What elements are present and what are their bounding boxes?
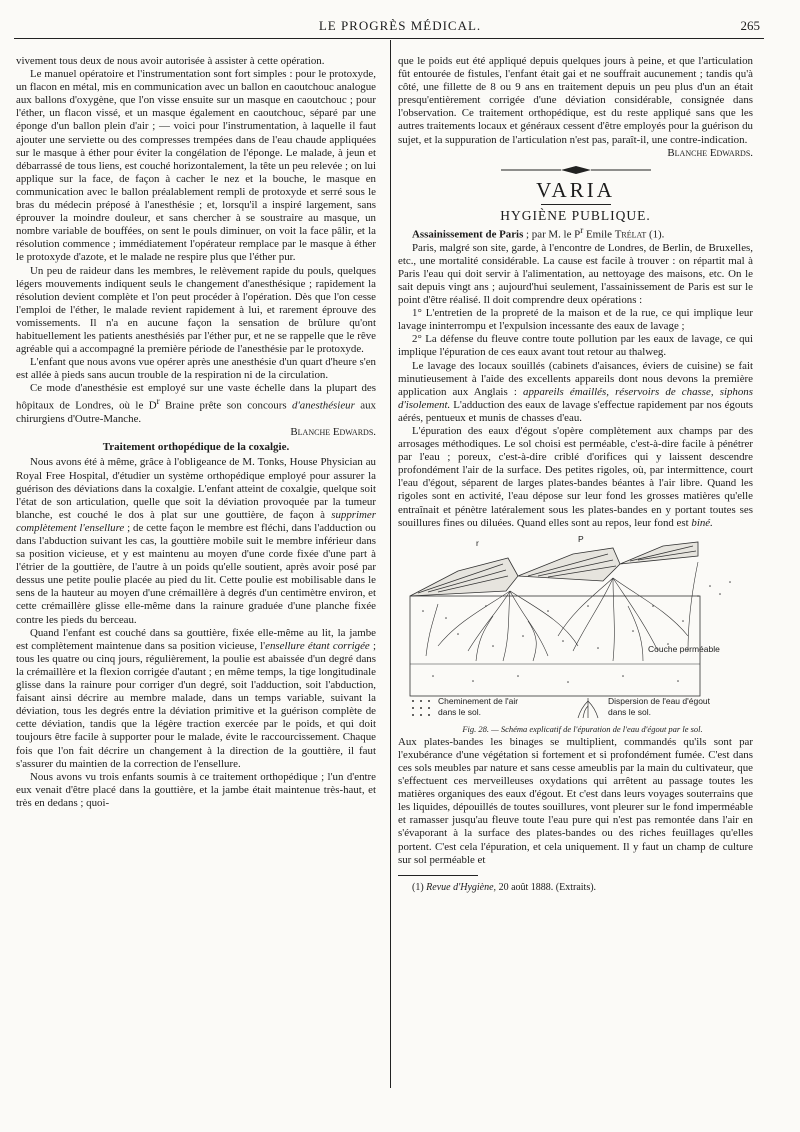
- plate-bande-marker: P: [578, 533, 584, 544]
- superscript: r: [580, 224, 584, 235]
- journal-title: LE PROGRÈS MÉDICAL.: [318, 18, 482, 33]
- paragraph: vivement tous deux de nous avoir autorisée à assister à cette opération.: [16, 55, 325, 67]
- text-run: Ce mode d'anesthésie est employé sur une vaste échelle dans la plupart des hôpitaux de Londres, où le D: [16, 382, 376, 413]
- soil-diagram-drawing: [398, 533, 753, 721]
- soil-diagram: [398, 533, 753, 721]
- italic-text: supprimer complètement l'ensellure: [16, 508, 376, 534]
- legend-line: Dispersion de l'eau d'égout: [608, 695, 711, 706]
- text-run: aux chirurgiens d'Outre-Manche.: [16, 400, 376, 426]
- paragraph: [16, 627, 376, 771]
- footnote-ref: (1).: [646, 228, 665, 241]
- text-run: L'épuration des eaux d'égout s'opère complètement aux champs par des arrosages méthodiques. Le sol choisi est perméable, c'est-à-dire facile à pénétrer par l'eau ; poreux, c'est-à-dire criblé d'orifices qui y laissent descendre profondément l'air de la surface. Des petites rigoles, où, par intermittence, court l'eau d'égout, séparent de larges plates-bandes béantes à l'air libre. Quand les rigoles sont en activité, l'eau dépose sur leur fond les grosses matières qu'elle entraînait et pénètre latéralement sous les plates-bandes en y portant toutes ses souillures fines ou diluées. Quand elles sont au repos, leur fond est: [398, 424, 753, 529]
- column-rule: [390, 40, 391, 1088]
- legend-line: Cheminement de l'air: [438, 695, 519, 706]
- text-run: 20 août 1888. (Extraits).: [496, 881, 597, 893]
- legend-line: dans le sol.: [608, 706, 651, 717]
- signature: Blanche Edwards.: [290, 426, 376, 439]
- legend-line: dans le sol.: [438, 706, 481, 717]
- paragraph: [398, 360, 753, 425]
- footnote: [398, 881, 753, 894]
- footnote-rule: [398, 875, 478, 876]
- italic-text: biné.: [691, 516, 713, 529]
- text-run: L'adduction des eaux de lavage s'effectue rapidement par nos égouts aérés, pentueux et munis de chasses d'eau.: [398, 398, 753, 424]
- signature: Blanche Edwards.: [667, 146, 753, 159]
- soil-layer-label: Couche perméable: [648, 643, 720, 654]
- text-run: (1): [412, 881, 427, 893]
- text-run: ; de cette façon le membre est fléchi, dans l'adduction ou dans l'abduction suivant les cas, la gouttière mobile suit le membre inférieur dans sa position vicieuse, et y est maintenu au moyen d'une corde fixée d'une part à l'étrier de la gouttière, de l'autre à un poids qu'elle soutient, après avoir posé par dessus une petite poulie placée au pied du lit. Cette poulie est mobilisable dans le sens de la hauteur au moyen d'une crémaillère à degrés d'un centimètre environ, et cette crémaillère glisse elle-même dans la rainure graduée d'une planche fixée contre les pieds du berceau.: [16, 521, 377, 626]
- text-run: Emile: [583, 228, 615, 241]
- ornament-divider: [398, 165, 753, 178]
- section-heading: HYGIÈNE PUBLIQUE.: [500, 207, 651, 223]
- text-run: Nous avons été à même, grâce à l'obligeance de M. Tonks, House Physician au Royal Free Hospital, d'étudier un système orthopédique employé pour assurer la guérison des déviations dans la coxalgie. L'enfant atteint de coxalgie, quelque soit l'état de son articulation, quelle que soit la déviation provoquée par la tumeur blanche, est couché le dos à plat sur une gouttière, de façon à: [16, 456, 376, 521]
- paragraph: Un peu de raideur dans les membres, le relèvement rapide du pouls, quelques légers mouvements indiquent seuls le changement d'anesthésique ; rapidement la résolution devient complète et l'on peut procéder à l'opération. Dès que l'on cesse l'emploi de l'éther, le malade revient rapidement à lui, et rarement éprouve des vomissements. Il n'a en aucune façon la sensation de brûlure qu'ont habituellement les patients anesthésiés par l'éther pur, et ne se rappelle que le rêve agréable qui a accompagné la première période de l'anesthésie par le protoxyde.: [16, 264, 376, 356]
- italic-text: d'anesthésieur: [292, 400, 355, 413]
- paragraph: 2° La défense du fleuve contre toute pollution par les eaux de lavage, ce qui implique l'épuration de ces eaux avant tout retour au thalweg.: [398, 333, 753, 359]
- page-number: 265: [740, 18, 760, 33]
- section-subheading: Traitement orthopédique de la coxalgie.: [102, 441, 290, 454]
- text-run: ; tous les quatre ou cinq jours, régulièrement, la poulie est abaissée d'un degré dans la crémaillère et la flexion corrigée d'autant ; en même temps, la tige longitudinale glisse dans la rainure pour corriger d'un degré, soit l'adduction, soit l'abduction, faisant ainsi décrire au membre malade, dans un temps variable, suivant la déviation, tous les degrés entre la déviation primitive et la guérison complète de cette déviation, tandis que la légère traction exercée par le poids, et qui doit toujours être facile à supporter pour le malade, évite le raccourcissement. Chaque fois que l'on fait décrire un changement à la direction de la gouttière, il faut s'assurer du maintien de la correction de l'ensellure.: [16, 639, 377, 770]
- paragraph: [16, 382, 376, 426]
- author-name: Trélat: [614, 228, 647, 241]
- article-title: Assainissement de Paris: [412, 228, 524, 241]
- water-legend-label: [608, 696, 710, 718]
- air-legend-label: [438, 696, 518, 718]
- text-run: Le lavage des locaux souillés (cabinets d'aisances, éviers de cuisine) se fait minutieusement à l'aide des excellents appareils dont nous devons la première application aux Anglais :: [398, 359, 753, 398]
- left-column: [16, 55, 376, 810]
- italic-text: ensellure étant corrigée: [265, 639, 370, 652]
- paragraph: Nous avons vu trois enfants soumis à ce traitement orthopédique ; l'un d'entre eux venait d'être placé dans la gouttière, et la jambe était maintenue très-haut, et très en dedans ; quoi-: [16, 770, 376, 809]
- italic-text: appareils émaillés, réservoirs de chasse, siphons d'isolement.: [398, 385, 753, 411]
- paragraph: que le poids eut été appliqué depuis quelques jours à peine, et que l'articulation fût entourée de fistules, l'enfant était gai et ne souffrait aucunement ; tandis qu'à côté, une fillette de 8 ou 9 ans en traitement depuis un peu plus d'un an était presqu'entièrement corrigée d'une déviation considérable, consignée dans l'observation. Ce traitement orthopédique, est du reste appliqué sans que les autres traitements locaux et généraux cessent d'être employés pour la guérison du sujet, et la suppuration de l'articulation n'est pas, paraît-il, une contre-indication.: [398, 55, 753, 146]
- article-byline: [398, 224, 753, 242]
- paragraph: Le manuel opératoire et l'instrumentation sont fort simples : pour le protoxyde, un flacon en métal, mis en communication avec un ballon en caoutchouc analogue aux ballons d'oxygène, que l'on visse ensuite sur un masque en caoutchouc ; pour l'éther, un flacon vissé, et un masque également en caoutchouc, séparé par une éponge d'un ballon plein d'air ; — voici pour l'instrumentation, à laquelle il faut ajouter une serviette ou des compresses trempées dans de l'eau chaude appliquées sur le masque à éther pour éviter la congélation de l'éponge. Le malade, à jeun et débarrassé de tous liens, est couché horizontalement, la tête un peu relevée ; on lui applique sur la face, de façon à cacher le nez et la bouche, le masque en communication avec le ballon préalablement rempli de protoxyde et serré sous le bras du médecin préposé à l'anesthésie ; et, lorsqu'il a inspiré largement, sans éprouver la moindre douleur, et sans chercher à se soustraire au masque, un nombre variable de bouffées, on sent le pouls diminuer, on voit la face pâlir, et la résolution commence ; immédiatement l'opérateur remplace par le masque à éther le protoxyde d'azote, et le malade ne respire plus que l'éther pur.: [16, 68, 376, 264]
- italic-text: Revue d'Hygiène,: [426, 881, 497, 893]
- text-run: ; par M. le P: [523, 228, 581, 241]
- heading-rule: [541, 204, 611, 205]
- varia-heading: VARIA: [536, 177, 615, 202]
- paragraph: Paris, malgré son site, garde, à l'encontre de Londres, de Berlin, de Bruxelles, etc., une mortalité considérable. La cause est facile à trouver : on répartit mal à Paris l'eau qui doit servir à l'alimentation, au nettoyage des maisons, etc. On le sait depuis vingt ans ; aujourd'hui seulement, l'assainissement de Paris est sur le point d'être réalisé. Il doit comprendre deux opérations :: [398, 241, 753, 307]
- text-run: Braine prête son concours: [159, 400, 293, 413]
- rigole-marker: r: [476, 537, 479, 548]
- text-run: Quand l'enfant est couché dans sa gouttière, fixée elle-même au lit, la jambe est complètement maintenue dans sa position vicieuse, l': [16, 626, 376, 652]
- paragraph: [16, 456, 376, 626]
- paragraph: 1° L'entretien de la propreté de la maison et de la rue, ce qui implique leur lavage ininterrompu et l'expulsion incessante des eaux de lavage ;: [398, 307, 753, 333]
- paragraph: Aux plates-bandes les binages se multiplient, commandés qu'ils sont par l'exubérance d'une végétation si fortement et si profondément fumée. C'est dans ces sols meubles par nature et sans cesse ameublis par la main du cultivateur, que s'effectuent ces merveilleuses oxydations qui arrêtent au passage toutes les matières organiques des eaux d'égout. Et c'est dans leurs voyages souterrains que les liquides, dépouillés de toutes souillures, vont pleurer sur le fond imperméable et ramasser jusqu'au fleuve toute l'eau pure qui n'est pas remontée dans l'air en s'évaporant à la surface des plates-bandes ou des riches feuillages qu'elles portent. C'est cela l'épuration, et cela uniquement. Il y faut un champ de culture sur sol perméable et: [398, 735, 753, 866]
- header-rule: [14, 38, 764, 39]
- figure-caption: Fig. 28. — Schéma explicatif de l'épuration de l'eau d'égout par le sol.: [462, 723, 703, 734]
- paragraph: L'enfant que nous avons vue opérer après une anesthésie d'un quart d'heure s'en est allée à pieds sans aucun trouble de la respiration ni de la circulation.: [16, 356, 376, 382]
- superscript: r: [156, 396, 160, 407]
- right-column: [398, 55, 753, 894]
- paragraph: [398, 425, 753, 530]
